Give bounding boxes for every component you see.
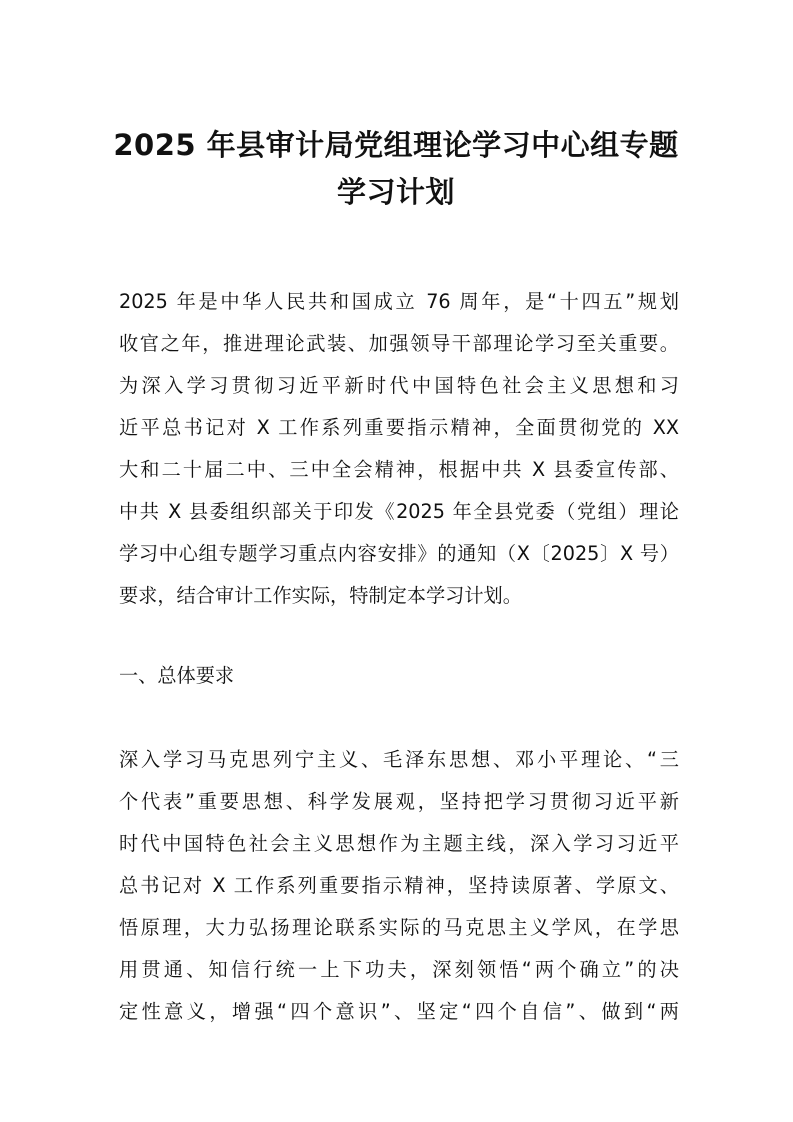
document-title-line-2: 学习计划 (336, 175, 455, 209)
document-title-line-1: 2025 年县审计局党组理论学习中心组专题 (113, 128, 679, 162)
intro-paragraph-line: 中共 X 县委组织部关于印发《2025 年全县党委（党组）理论 (119, 500, 679, 523)
intro-paragraph-line: 大和二十届二中、三中全会精神，根据中共 X 县委宣传部、 (119, 458, 679, 481)
section-heading: 一、总体要求 (119, 664, 235, 687)
section-paragraph-line: 用贯通、知信行统一上下功夫，深刻领悟“两个确立”的决 (119, 958, 679, 981)
intro-paragraph-line: 要求，结合审计工作实际，特制定本学习计划。 (119, 584, 522, 607)
section-paragraph-line: 深入学习马克思列宁主义、毛泽东思想、邓小平理论、“三 (119, 748, 679, 771)
intro-paragraph-line: 学习中心组专题学习重点内容安排》的通知（X〔2025〕X 号） (119, 542, 679, 565)
intro-paragraph-line: 近平总书记对 X 工作系列重要指示精神，全面贯彻党的 XX (119, 416, 679, 439)
intro-paragraph-line: 为深入学习贯彻习近平新时代中国特色社会主义思想和习 (119, 374, 679, 397)
section-paragraph-line: 总书记对 X 工作系列重要指示精神，坚持读原著、学原文、 (119, 874, 679, 897)
intro-paragraph-line: 收官之年，推进理论武装、加强领导干部理论学习至关重要。 (119, 332, 679, 355)
section-paragraph-line: 时代中国特色社会主义思想作为主题主线，深入学习习近平 (119, 832, 679, 855)
section-paragraph-line: 定性意义，增强“四个意识”、坚定“四个自信”、做到“两 (119, 1000, 679, 1023)
intro-paragraph-line: 2025 年是中华人民共和国成立 76 周年，是“十四五”规划 (119, 290, 679, 313)
section-paragraph-line: 个代表”重要思想、科学发展观，坚持把学习贯彻习近平新 (119, 790, 679, 813)
section-paragraph-line: 悟原理，大力弘扬理论联系实际的马克思主义学风，在学思 (119, 916, 679, 939)
